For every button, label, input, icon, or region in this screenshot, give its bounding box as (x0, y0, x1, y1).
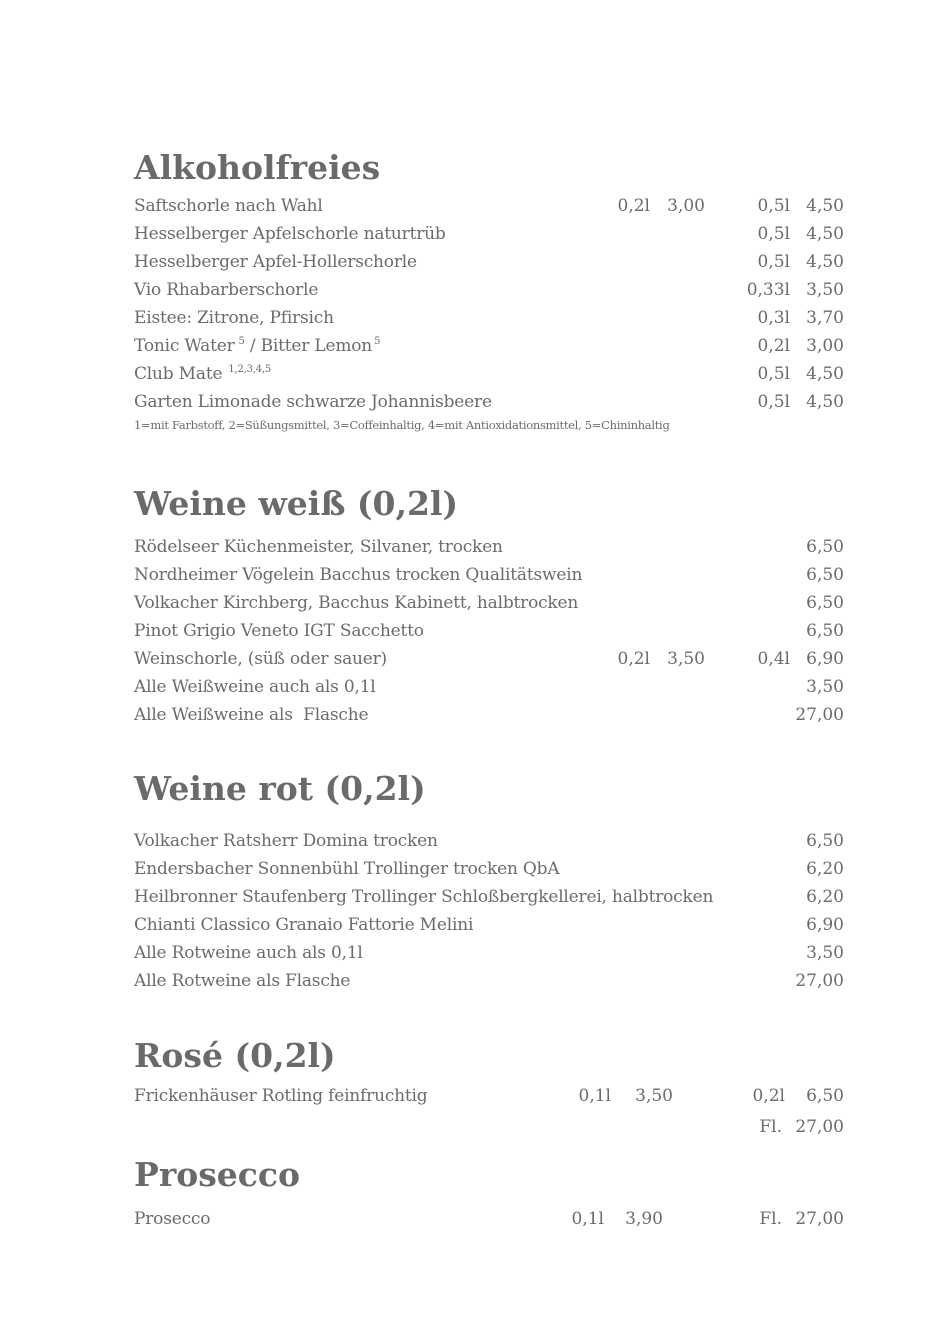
item-name: Volkacher Kirchberg, Bacchus Kabinett, halbtrocken (134, 593, 579, 613)
item-price: 27,00 (795, 1209, 844, 1229)
menu-item (134, 220, 844, 248)
item-name: Chianti Classico Granaio Fattorie Melini (134, 915, 474, 935)
menu-item (134, 617, 844, 645)
menu-item (134, 388, 844, 416)
item-footnote-ref: 5 (238, 336, 245, 347)
item-footnote-ref: 1,2,3,4,5 (228, 364, 272, 375)
item-size-large: 0,5l (757, 252, 790, 272)
item-name: Heilbronner Staufenberg Trollinger Schloßbergkellerei, halbtrocken (134, 887, 714, 907)
item-name: Frickenhäuser Rotling feinfruchtig (134, 1086, 428, 1106)
item-name: Vio Rhabarberschorle (134, 280, 319, 300)
item-name: Alle Rotweine auch als 0,1l (134, 943, 363, 963)
item-price: 3,50 (806, 677, 844, 697)
menu-item (134, 1113, 844, 1141)
item-price: 4,50 (806, 252, 844, 272)
item-name: Rödelseer Küchenmeister, Silvaner, trocken (134, 537, 503, 557)
item-footnote-ref: 5 (374, 336, 381, 347)
item-size-large: 0,5l (757, 392, 790, 412)
menu-item (134, 827, 844, 855)
item-price: 6,50 (806, 565, 844, 585)
item-name: Weinschorle, (süß oder sauer) (134, 649, 387, 669)
menu-item (134, 561, 844, 589)
item-name: Saftschorle nach Wahl (134, 196, 323, 216)
item-price: 4,50 (806, 364, 844, 384)
item-price: 6,50 (806, 1086, 844, 1106)
section-title: Weine rot (0,2l) (134, 769, 426, 808)
item-price: 6,90 (806, 915, 844, 935)
item-size-large: 0,3l (757, 308, 790, 328)
item-name: Alle Weißweine auch als 0,1l (134, 677, 376, 697)
item-price-small: 3,00 (667, 196, 705, 216)
item-size-large: 0,33l (746, 280, 790, 300)
item-price: 3,70 (806, 308, 844, 328)
menu-item (134, 673, 844, 701)
item-name: Endersbacher Sonnenbühl Trollinger trocken QbA (134, 859, 560, 879)
menu-item (134, 645, 844, 673)
menu-item (134, 533, 844, 561)
item-size-large: 0,4l (757, 649, 790, 669)
menu-item (134, 360, 844, 388)
item-name-part: Tonic Water (134, 336, 235, 356)
item-price-small: 3,50 (635, 1086, 673, 1106)
menu-item (134, 1082, 844, 1110)
menu-item (134, 939, 844, 967)
item-name-part: / Bitter Lemon (244, 336, 373, 356)
menu-item (134, 855, 844, 883)
item-name: Garten Limonade schwarze Johannisbeere (134, 392, 492, 412)
item-price: 27,00 (795, 705, 844, 725)
item-name: Pinot Grigio Veneto IGT Sacchetto (134, 621, 424, 641)
item-size-large: Fl. (759, 1209, 782, 1229)
menu-item (134, 883, 844, 911)
item-price: 6,20 (806, 887, 844, 907)
item-size-small: 0,2l (617, 196, 650, 216)
item-price: 6,50 (806, 537, 844, 557)
item-price: 4,50 (806, 196, 844, 216)
menu-item (134, 332, 844, 360)
item-price: 6,90 (806, 649, 844, 669)
item-name: Volkacher Ratsherr Domina trocken (134, 831, 438, 851)
section-title: Alkoholfreies (134, 148, 381, 187)
item-name: Prosecco (134, 1209, 211, 1229)
item-size-small: 0,1l (571, 1209, 604, 1229)
item-size-large: 0,2l (752, 1086, 785, 1106)
item-price: 3,00 (806, 336, 844, 356)
menu-item (134, 276, 844, 304)
item-name (134, 360, 271, 388)
section-title: Weine weiß (0,2l) (134, 484, 459, 523)
item-price: 6,20 (806, 859, 844, 879)
item-price: 3,50 (806, 943, 844, 963)
item-price: 6,50 (806, 831, 844, 851)
item-size-small: 0,1l (578, 1086, 611, 1106)
item-name: Alle Rotweine als Flasche (134, 971, 351, 991)
menu-item (134, 701, 844, 729)
menu-item (134, 1205, 844, 1233)
item-name: Alle Weißweine als Flasche (134, 705, 369, 725)
item-price-small: 3,50 (667, 649, 705, 669)
section-title: Rosé (0,2l) (134, 1036, 336, 1075)
item-name-part: Club Mate (134, 364, 223, 384)
item-name: Hesselberger Apfel-Hollerschorle (134, 252, 417, 272)
item-size-large: 0,5l (757, 224, 790, 244)
section-title: Prosecco (134, 1155, 300, 1194)
item-size-large: 0,2l (757, 336, 790, 356)
menu-item (134, 304, 844, 332)
item-price: 4,50 (806, 392, 844, 412)
item-name (134, 332, 380, 360)
item-price: 6,50 (806, 593, 844, 613)
footnote-additives: 1=mit Farbstoff, 2=Süßungsmittel, 3=Coffeinhaltig, 4=mit Antioxidationsmittel, 5=Chininhaltig (134, 418, 670, 432)
item-name: Hesselberger Apfelschorle naturtrüb (134, 224, 446, 244)
item-price-small: 3,90 (625, 1209, 663, 1229)
item-size-large: 0,5l (757, 364, 790, 384)
item-price: 6,50 (806, 621, 844, 641)
item-size-small: 0,2l (617, 649, 650, 669)
item-price: 4,50 (806, 224, 844, 244)
item-price: 27,00 (795, 1117, 844, 1137)
item-size-large: 0,5l (757, 196, 790, 216)
item-size-large: Fl. (759, 1117, 782, 1137)
menu-item (134, 192, 844, 220)
menu-item (134, 248, 844, 276)
item-name: Eistee: Zitrone, Pfirsich (134, 308, 334, 328)
menu-item (134, 589, 844, 617)
menu-item (134, 911, 844, 939)
item-price: 3,50 (806, 280, 844, 300)
item-price: 27,00 (795, 971, 844, 991)
item-name: Nordheimer Vögelein Bacchus trocken Qualitätswein (134, 565, 583, 585)
menu-item (134, 967, 844, 995)
